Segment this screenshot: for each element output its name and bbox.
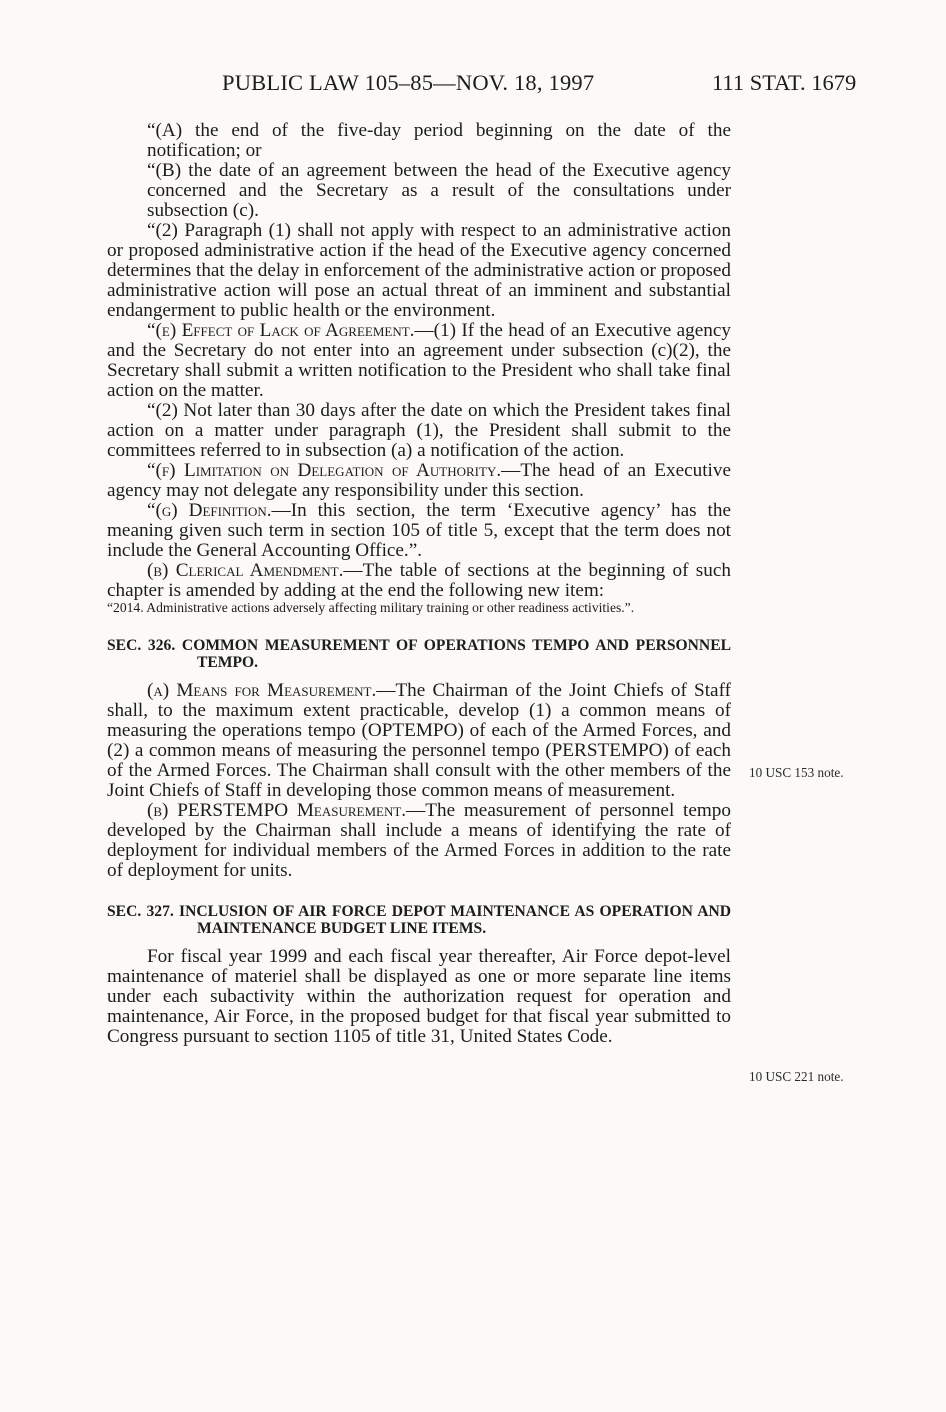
margin-note-326: 10 USC 153 note. bbox=[749, 765, 844, 780]
paragraph-2: “(2) Paragraph (1) shall not apply with respect to an administrative action or proposed administrative action if the head of the Executive agency concerned determines that the delay in enforcement of the administrative action or proposed administrative action will pose an actual threat of an imminent and substantial endangerment to public health or the environment. bbox=[107, 220, 731, 321]
clerical-amendment-text: —The table of sections at the beginning of such chapter is amended by adding at the end the following new item: bbox=[107, 560, 731, 601]
paragraph-a: “(A) the end of the five-day period beginning on the date of the notification; or bbox=[147, 120, 731, 161]
subsection-g-heading: “(g) Definition. bbox=[147, 500, 272, 521]
subsection-e-2: “(2) Not later than 30 days after the date on which the President takes final action on a matter under paragraph (1), the President shall submit to the committees referred to in subsection (a) a notification of the action. bbox=[107, 400, 731, 461]
subsection-f-text: —The head of an Executive agency may not delegate any responsibility under this section. bbox=[107, 460, 731, 501]
subsection-e-text: —(1) If the head of an Executive agency and the Secretary do not enter into an agreement under subsection (c)(2), the Secretary shall submit a written notification to the President who shall take final action on the matter. bbox=[107, 320, 731, 401]
subsection-e bbox=[107, 321, 731, 401]
section-327-text: For fiscal year 1999 and each fiscal year thereafter, Air Force depot-level maintenance of materiel shall be displayed as one or more separate line items under each subactivity within the authorization request for operation and maintenance, Air Force, in the proposed budget for that fiscal year submitted to Congress pursuant to section 1105 of title 31, United States Code. bbox=[107, 946, 731, 1047]
document-body bbox=[107, 121, 731, 1047]
paragraph-b: “(B) the date of an agreement between the head of the Executive agency concerned and the Secretary as a result of the consultations under subsection (c). bbox=[147, 160, 731, 221]
section-326-a-text: —The Chairman of the Joint Chiefs of Staff shall, to the maximum extent practicable, develop (1) a common means of measuring the operations tempo (OPTEMPO) of each of the Armed Forces, and (2) a common means of measuring the personnel tempo (PERSTEMPO) of each of the Armed Forces. The Chairman shall consult with the other members of the Joint Chiefs of Staff in developing those common means of measurement. bbox=[107, 680, 731, 801]
section-326-b bbox=[107, 801, 731, 881]
subsection-f bbox=[107, 461, 731, 501]
margin-note-327: 10 USC 221 note. bbox=[749, 1069, 844, 1084]
section-327-heading: SEC. 327. INCLUSION OF AIR FORCE DEPOT MAINTENANCE AS OPERATION AND MAINTENANCE BUDGET LINE ITEMS. bbox=[107, 903, 731, 937]
subsection-g-text: —In this section, the term ‘Executive agency’ has the meaning given such term in section 105 of title 5, except that the term does not include the General Accounting Office.”. bbox=[107, 500, 731, 561]
clerical-amendment-heading: (b) Clerical Amendment. bbox=[147, 560, 344, 581]
clerical-amendment bbox=[107, 561, 731, 601]
section-326-heading: SEC. 326. COMMON MEASUREMENT OF OPERATIONS TEMPO AND PERSONNEL TEMPO. bbox=[107, 637, 731, 671]
section-326-b-heading: (b) PERSTEMPO Measurement. bbox=[147, 800, 407, 821]
subsection-e-heading: “(e) Effect of Lack of Agreement. bbox=[147, 320, 415, 341]
page-header-stat: 111 STAT. 1679 bbox=[712, 70, 857, 95]
page-header-title: PUBLIC LAW 105–85—NOV. 18, 1997 bbox=[222, 70, 595, 95]
subsection-g bbox=[107, 501, 731, 561]
subsection-f-heading: “(f) Limitation on Delegation of Authority. bbox=[147, 460, 502, 481]
section-326-a-heading: (a) Means for Measurement. bbox=[147, 680, 377, 701]
table-of-sections-entry: “2014. Administrative actions adversely affecting military training or other readiness activities.”. bbox=[107, 600, 635, 615]
section-326-a bbox=[107, 681, 731, 801]
section-326-b-text: —The measurement of personnel tempo developed by the Chairman shall include a means of identifying the rate of deployment for individual members of the Armed Forces in addition to the rate of deployment for units. bbox=[107, 800, 731, 881]
